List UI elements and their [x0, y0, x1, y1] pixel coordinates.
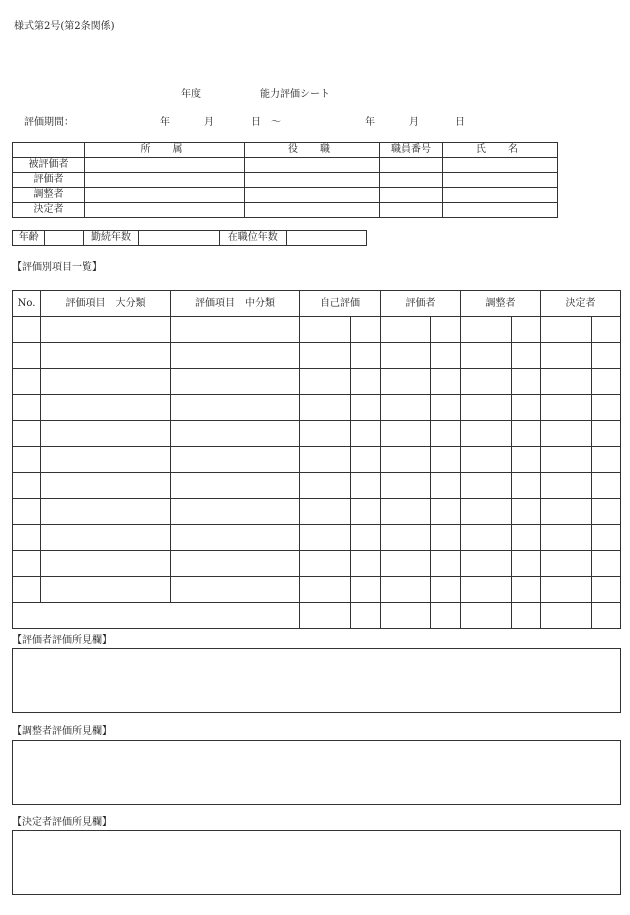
eval-header-row [13, 291, 621, 317]
evaluator-mark-cell[interactable] [431, 447, 461, 473]
decider-score-cell[interactable] [541, 395, 592, 421]
evaluator-mark-cell[interactable] [431, 473, 461, 499]
period-end-day-label: 日 [455, 117, 465, 128]
position-field[interactable] [245, 188, 380, 203]
self-mark-cell[interactable] [351, 525, 381, 551]
adjuster-score-cell[interactable] [461, 369, 512, 395]
info-row-evaluatee [13, 158, 558, 173]
self-mark-cell[interactable] [351, 577, 381, 603]
evaluator-mark-cell[interactable] [431, 317, 461, 343]
position-years-label: 在職位年数 [219, 231, 286, 246]
middle-category-cell[interactable] [171, 551, 300, 577]
adjuster-mark-cell[interactable] [512, 447, 541, 473]
self-score-cell[interactable] [300, 551, 351, 577]
eval-header-no: No. [13, 291, 41, 317]
period-start-month-label: 月 [204, 117, 214, 128]
info-row-label: 決定者 [13, 203, 85, 218]
personnel-info-table [12, 142, 558, 218]
affiliation-field[interactable] [85, 188, 245, 203]
adjuster-score-cell[interactable] [461, 473, 512, 499]
decider-score-cell[interactable] [541, 421, 592, 447]
eval-row [13, 551, 621, 577]
period-start-day-label: 日 [251, 117, 261, 128]
fiscal-year-label: 年度 [181, 89, 201, 100]
evaluator-mark-cell[interactable] [431, 421, 461, 447]
info-row-decider [13, 203, 558, 218]
decider-mark-cell[interactable] [592, 395, 621, 421]
middle-category-cell[interactable] [171, 447, 300, 473]
service-years-field[interactable] [138, 231, 219, 246]
self-mark-cell[interactable] [351, 421, 381, 447]
self-score-cell[interactable] [300, 343, 351, 369]
no-cell[interactable] [13, 551, 41, 577]
total-evaluator-mark-cell[interactable] [431, 603, 461, 629]
adjuster-score-cell[interactable] [461, 499, 512, 525]
evaluator-score-cell[interactable] [381, 369, 431, 395]
decider-score-cell[interactable] [541, 317, 592, 343]
self-score-cell[interactable] [300, 473, 351, 499]
adjuster-mark-cell[interactable] [512, 421, 541, 447]
adjuster-comment-heading: 【調整者評価所見欄】 [12, 726, 112, 737]
period-start-year-label: 年 [160, 117, 170, 128]
self-score-cell[interactable] [300, 577, 351, 603]
major-category-cell[interactable] [41, 447, 171, 473]
eval-row [13, 473, 621, 499]
decider-mark-cell[interactable] [592, 577, 621, 603]
adjuster-score-cell[interactable] [461, 317, 512, 343]
decider-score-cell[interactable] [541, 551, 592, 577]
major-category-cell[interactable] [41, 473, 171, 499]
self-mark-cell[interactable] [351, 447, 381, 473]
name-field[interactable] [443, 203, 558, 218]
adjuster-mark-cell[interactable] [512, 317, 541, 343]
self-score-cell[interactable] [300, 499, 351, 525]
no-cell[interactable] [13, 421, 41, 447]
eval-header-evaluator: 評価者 [381, 291, 461, 317]
middle-category-cell[interactable] [171, 525, 300, 551]
decider-mark-cell[interactable] [592, 447, 621, 473]
info-header-staff-number: 職員番号 [380, 143, 443, 158]
self-score-cell[interactable] [300, 395, 351, 421]
eval-row [13, 317, 621, 343]
decider-mark-cell[interactable] [592, 499, 621, 525]
middle-category-cell[interactable] [171, 473, 300, 499]
eval-row [13, 577, 621, 603]
evaluator-score-cell[interactable] [381, 343, 431, 369]
evaluator-mark-cell[interactable] [431, 499, 461, 525]
decider-mark-cell[interactable] [592, 317, 621, 343]
adjuster-comment-box[interactable] [12, 740, 621, 805]
eval-row [13, 525, 621, 551]
affiliation-field[interactable] [85, 173, 245, 188]
decider-comment-box[interactable] [12, 830, 621, 895]
evaluator-mark-cell[interactable] [431, 343, 461, 369]
no-cell[interactable] [13, 525, 41, 551]
major-category-cell[interactable] [41, 395, 171, 421]
eval-table-body [13, 317, 621, 629]
self-score-cell[interactable] [300, 317, 351, 343]
info-header-row [13, 143, 558, 158]
adjuster-mark-cell[interactable] [512, 343, 541, 369]
evaluator-score-cell[interactable] [381, 395, 431, 421]
self-mark-cell[interactable] [351, 395, 381, 421]
position-field[interactable] [245, 203, 380, 218]
position-field[interactable] [245, 158, 380, 173]
total-self-mark-cell[interactable] [351, 603, 381, 629]
age-label: 年齢 [13, 231, 45, 246]
info-header-position: 役 職 [245, 143, 380, 158]
adjuster-score-cell[interactable] [461, 577, 512, 603]
affiliation-field[interactable] [85, 158, 245, 173]
self-mark-cell[interactable] [351, 369, 381, 395]
adjuster-score-cell[interactable] [461, 551, 512, 577]
self-score-cell[interactable] [300, 525, 351, 551]
evaluator-score-cell[interactable] [381, 447, 431, 473]
evaluation-items-table [12, 290, 621, 629]
service-years-label: 勤続年数 [84, 231, 138, 246]
adjuster-score-cell[interactable] [461, 447, 512, 473]
eval-row [13, 343, 621, 369]
form-number-label: 様式第2号(第2条関係) [14, 21, 115, 32]
middle-category-cell[interactable] [171, 421, 300, 447]
total-adjuster-mark-cell[interactable] [512, 603, 541, 629]
major-category-cell[interactable] [41, 369, 171, 395]
adjuster-score-cell[interactable] [461, 525, 512, 551]
position-field[interactable] [245, 173, 380, 188]
info-row-adjuster [13, 188, 558, 203]
major-category-cell[interactable] [41, 343, 171, 369]
info-header-name: 氏 名 [443, 143, 558, 158]
no-cell[interactable] [13, 369, 41, 395]
staff-number-field[interactable] [380, 203, 443, 218]
no-cell[interactable] [13, 499, 41, 525]
total-self-score-cell[interactable] [300, 603, 351, 629]
staff-number-field[interactable] [380, 173, 443, 188]
decider-score-cell[interactable] [541, 343, 592, 369]
adjuster-score-cell[interactable] [461, 395, 512, 421]
self-score-cell[interactable] [300, 447, 351, 473]
info-row-label: 被評価者 [13, 158, 85, 173]
decider-mark-cell[interactable] [592, 369, 621, 395]
tenure-table [12, 230, 367, 246]
evaluator-mark-cell[interactable] [431, 577, 461, 603]
major-category-cell[interactable] [41, 421, 171, 447]
info-header-affiliation: 所 属 [85, 143, 245, 158]
info-row-label: 調整者 [13, 188, 85, 203]
adjuster-mark-cell[interactable] [512, 577, 541, 603]
decider-mark-cell[interactable] [592, 343, 621, 369]
evaluator-mark-cell[interactable] [431, 525, 461, 551]
adjuster-mark-cell[interactable] [512, 369, 541, 395]
evaluator-comment-heading: 【評価者評価所見欄】 [12, 635, 112, 646]
age-field[interactable] [45, 231, 84, 246]
eval-row [13, 499, 621, 525]
eval-header-adjuster: 調整者 [461, 291, 541, 317]
major-category-cell[interactable] [41, 525, 171, 551]
middle-category-cell[interactable] [171, 395, 300, 421]
info-row-label: 評価者 [13, 173, 85, 188]
self-mark-cell[interactable] [351, 343, 381, 369]
name-field[interactable] [443, 188, 558, 203]
self-mark-cell[interactable] [351, 551, 381, 577]
evaluator-score-cell[interactable] [381, 551, 431, 577]
middle-category-cell[interactable] [171, 499, 300, 525]
eval-header-self: 自己評価 [300, 291, 381, 317]
affiliation-field[interactable] [85, 203, 245, 218]
period-end-year-label: 年 [365, 117, 375, 128]
tenure-row [13, 231, 367, 246]
eval-row [13, 395, 621, 421]
no-cell[interactable] [13, 317, 41, 343]
major-category-cell[interactable] [41, 499, 171, 525]
adjuster-mark-cell[interactable] [512, 499, 541, 525]
adjuster-mark-cell[interactable] [512, 551, 541, 577]
no-cell[interactable] [13, 473, 41, 499]
middle-category-cell[interactable] [171, 369, 300, 395]
self-score-cell[interactable] [300, 421, 351, 447]
eval-row [13, 447, 621, 473]
evaluator-comment-box[interactable] [12, 648, 621, 713]
eval-row [13, 369, 621, 395]
period-end-month-label: 月 [409, 117, 419, 128]
period-tilde: 〜 [271, 117, 281, 128]
evaluator-score-cell[interactable] [381, 421, 431, 447]
decider-mark-cell[interactable] [592, 551, 621, 577]
eval-row [13, 421, 621, 447]
adjuster-score-cell[interactable] [461, 343, 512, 369]
evaluator-score-cell[interactable] [381, 317, 431, 343]
no-cell[interactable] [13, 577, 41, 603]
evaluator-score-cell[interactable] [381, 473, 431, 499]
adjuster-mark-cell[interactable] [512, 525, 541, 551]
self-mark-cell[interactable] [351, 473, 381, 499]
decider-score-cell[interactable] [541, 525, 592, 551]
decider-mark-cell[interactable] [592, 421, 621, 447]
adjuster-mark-cell[interactable] [512, 473, 541, 499]
eval-header-major-category: 評価項目 大分類 [41, 291, 171, 317]
info-header-blank [13, 143, 85, 158]
self-score-cell[interactable] [300, 369, 351, 395]
major-category-cell[interactable] [41, 317, 171, 343]
position-years-field[interactable] [286, 231, 366, 246]
period-label: 評価期間： [24, 117, 74, 128]
name-field[interactable] [443, 173, 558, 188]
evaluator-mark-cell[interactable] [431, 395, 461, 421]
no-cell[interactable] [13, 395, 41, 421]
adjuster-mark-cell[interactable] [512, 395, 541, 421]
decider-score-cell[interactable] [541, 577, 592, 603]
no-cell[interactable] [13, 343, 41, 369]
total-decider-score-cell[interactable] [541, 603, 592, 629]
decider-comment-heading: 【決定者評価所見欄】 [12, 817, 112, 828]
evaluator-mark-cell[interactable] [431, 551, 461, 577]
evaluator-score-cell[interactable] [381, 499, 431, 525]
info-row-evaluator [13, 173, 558, 188]
name-field[interactable] [443, 158, 558, 173]
total-decider-mark-cell[interactable] [592, 603, 621, 629]
evaluator-score-cell[interactable] [381, 577, 431, 603]
decider-score-cell[interactable] [541, 499, 592, 525]
decider-score-cell[interactable] [541, 369, 592, 395]
eval-header-decider: 決定者 [541, 291, 621, 317]
middle-category-cell[interactable] [171, 317, 300, 343]
staff-number-field[interactable] [380, 158, 443, 173]
decider-score-cell[interactable] [541, 473, 592, 499]
major-category-cell[interactable] [41, 551, 171, 577]
eval-header-middle-category: 評価項目 中分類 [171, 291, 300, 317]
decider-mark-cell[interactable] [592, 473, 621, 499]
self-mark-cell[interactable] [351, 499, 381, 525]
major-category-cell[interactable] [41, 577, 171, 603]
decider-score-cell[interactable] [541, 447, 592, 473]
evaluator-score-cell[interactable] [381, 525, 431, 551]
sheet-title: 能力評価シート [260, 89, 330, 100]
total-label-cell [13, 603, 300, 629]
staff-number-field[interactable] [380, 188, 443, 203]
decider-mark-cell[interactable] [592, 525, 621, 551]
eval-items-heading: 【評価別項目一覧】 [12, 262, 102, 273]
no-cell[interactable] [13, 447, 41, 473]
evaluator-mark-cell[interactable] [431, 369, 461, 395]
total-adjuster-score-cell[interactable] [461, 603, 512, 629]
middle-category-cell[interactable] [171, 577, 300, 603]
total-evaluator-score-cell[interactable] [381, 603, 431, 629]
adjuster-score-cell[interactable] [461, 421, 512, 447]
self-mark-cell[interactable] [351, 317, 381, 343]
middle-category-cell[interactable] [171, 343, 300, 369]
eval-total-row [13, 603, 621, 629]
